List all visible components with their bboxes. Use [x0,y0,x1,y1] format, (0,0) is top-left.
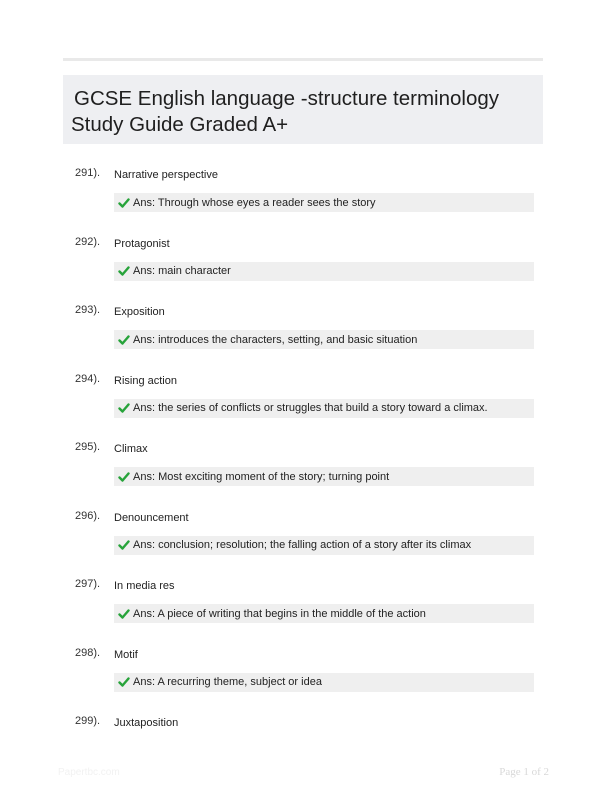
answer-box [114,467,534,486]
question-term: In media res [114,580,175,592]
answer-text: Ans: A recurring theme, subject or idea [133,676,322,688]
question-term: Denouncement [114,511,189,524]
check-icon [118,402,130,414]
qa-item [0,371,606,440]
question-term: Protagonist [114,237,170,250]
answer-box [114,673,534,692]
question-term: Exposition [114,306,165,318]
question-number: 297). [75,578,101,590]
answer-text: Ans: A piece of writing that begins in the middle of the action [133,607,426,620]
question-term: Rising action [114,374,177,387]
check-icon [118,676,130,688]
footer-watermark: Papertbc.com [58,767,120,778]
page-title-line-2: Study Guide Graded A+ [71,113,289,136]
qa-item [0,645,606,714]
answer-text: Ans: conclusion; resolution; the falling action of a story after its climax [133,539,472,551]
answer-box [114,262,534,281]
qa-item [0,234,606,303]
question-number: 294). [75,372,101,385]
answer-text: Ans: main character [133,265,231,277]
question-number: 291). [75,167,101,179]
answer-box [114,193,534,212]
check-icon [118,471,130,483]
answer-text: Ans: the series of conflicts or struggles that build a story toward a climax. [133,402,488,414]
answer-box [114,536,534,555]
check-icon [118,197,130,209]
answer-text: Ans: introduces the characters, setting, and basic situation [133,333,418,346]
check-icon [118,608,130,620]
question-number: 296). [75,509,101,522]
question-number: 293). [75,304,101,316]
qa-item [0,508,606,577]
question-number: 299). [75,715,101,727]
answer-box [114,330,534,349]
check-icon [118,334,130,346]
qa-list [0,165,606,782]
page-title-line-1: GCSE English language -structure terminology [74,87,500,110]
question-term: Juxtaposition [114,717,179,729]
top-divider [63,58,543,61]
question-number: 295). [75,441,101,453]
qa-item [0,165,606,234]
qa-item [0,439,606,508]
qa-item [0,302,606,371]
qa-item [0,576,606,645]
page-number: Page 1 of 2 [499,766,549,778]
answer-text: Ans: Most exciting moment of the story; turning point [133,470,390,483]
question-term: Motif [114,648,138,661]
answer-box [114,604,534,623]
answer-text: Ans: Through whose eyes a reader sees the story [133,196,376,209]
answer-box [114,399,534,418]
check-icon [118,265,130,277]
check-icon [118,539,130,551]
question-term: Narrative perspective [114,169,218,181]
question-number: 292). [75,235,101,248]
question-term: Climax [114,443,148,455]
question-number: 298). [75,646,101,659]
title-banner [63,75,543,144]
